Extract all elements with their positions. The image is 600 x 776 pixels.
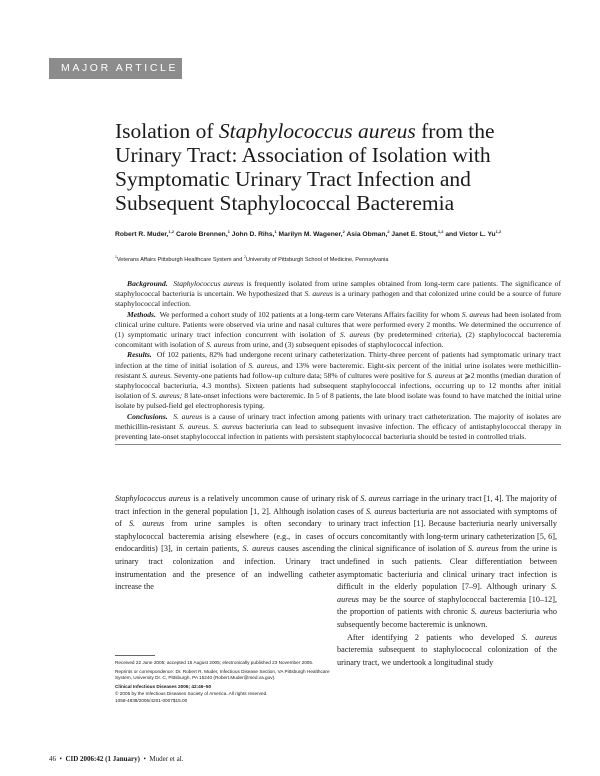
author-name: Robert R. Muder, <box>115 231 169 238</box>
footer-authors: Muder et al. <box>149 755 184 763</box>
author-name: John D. Rihs, <box>231 231 275 238</box>
abstract-methods: Methods. We performed a cohort study of 102 patients at a long-term care Veterans Affairs facility for whom S. aureus had been isolated from clinical urine culture. Patients were observed via urine and nasal cultures that were performed every 2 months. We determined the occurrence of (1) symptomatic urinary tract infection concurrent with isolation of S. aureus (by predetermined criteria), (2) staphylococcal bacteremia concomitant with isolation of S. aureus from urine, and (3) subsequent episodes of staphylococcal infection. <box>115 309 562 350</box>
body-paragraph: After identifying 2 patients who developed S. aureus bacteremia subsequent to staphylococcal colonization of the urinary tract, we undertook a longitudinal study <box>337 632 557 667</box>
footer-bullet: • <box>141 755 148 763</box>
abstract-results: Results. Of 102 patients, 82% had undergone recent urinary catheterization. Thirty-three percent of patients had symptomatic urinary tract infection at the time of initial isolation of S. aureus, and 13% were bacteremic. Eight-six percent of the initial urine isolates were methicillin-resistant S. aureus. Seventy-one patients had follow-up culture data; 58% of cultures were positive for S. aureus at ⩾2 months (median duration of staphylococcal bacteriuria, 4.3 months). Sixteen patients had subsequent staphylococcal infections, occurring up to 12 months after initial isolation of S. aureus; 8 late-onset infections were bacteremic. In 5 of 8 patients, the late blood isolate was found to have matched the initial urine isolate by pulsed-field gel electrophoresis typing. <box>115 350 562 411</box>
author-name: Marilyn M. Wagener, <box>278 231 343 238</box>
body-paragraph: Staphylococcus aureus is a relatively uncommon cause of urinary tract infection in the general population [1, 2]. Although isolation of S. aureus from urine samples is often secondary to staphylococcal bacteremia arising elsewhere (e.g., in cases of endocarditis) [3], in certain patients, S. aureus causes ascending urinary tract colonization and infection. Urinary tract instrumentation and the presence of an indwelling catheter increase the <box>115 494 336 592</box>
footnote-issn: 1058-4838/2006/4201-0007$15.00 <box>115 697 188 703</box>
page-footer <box>49 755 183 764</box>
footer-journal: CID 2006:42 (1 January) <box>65 755 140 763</box>
author-name: Asia Obman, <box>346 231 388 238</box>
article-title: Isolation of Staphylococcus aureus from the Urinary Tract: Association of Isolation with Symptomatic Urinary Tract Infection and Subsequent Staphylococcal Bacteremia <box>115 119 495 215</box>
page-number: 46 <box>49 755 56 763</box>
footer-bullet: • <box>57 755 64 763</box>
footnote-journal: Clinical Infectious Diseases 2006; 42:46–50 <box>115 684 212 690</box>
abstract <box>115 279 561 445</box>
footnote-divider <box>115 655 155 656</box>
footnote-received: Received 22 June 2005; accepted 15 August 2005; electronically published 23 November 2005. <box>115 660 314 665</box>
author-list: Robert R. Muder,$^{1,2}$ Carole Brennen,$^1$ John D. Rihs,$^1$ Marilyn M. Wagener,$^2$ Asia Obman,$^2$ Janet E. Stout,$^{1,2}$ and Victor L. Yu$^{1,2}$ <box>115 228 502 238</box>
author-name: and Victor L. Yu <box>445 231 496 238</box>
author-name: Carole Brennen, <box>175 231 228 238</box>
body-column-left <box>115 493 335 594</box>
abstract-background: Background. Staphylococcus aureus is frequently isolated from urine samples obtained from long-term care patients. The significance of staphylococcal bacteriuria is uncertain. We hypothesized that S. aureus is a urinary pathogen and that colonized urine could be a source of future staphylococcal infection. <box>115 279 562 309</box>
author-name: Janet E. Stout, <box>391 231 438 238</box>
article-type-banner: MAJOR ARTICLE <box>49 58 182 79</box>
abstract-divider <box>115 444 561 445</box>
footnotes <box>115 660 337 704</box>
footnote-reprints: Reprints or correspondence: Dr. Robert R. Muder, Infectious Disease Section, VA Pittsburgh Healthcare System, University Dr. C, Pittsburgh, PA 15240 (Robert.Muder@med.va.gov). <box>115 668 330 681</box>
footnote-copyright: © 2005 by the Infectious Diseases Society of America. All rights reserved. <box>115 690 268 696</box>
affiliation: $^1$Veterans Affairs Pittsburgh Healthcare System and $^2$University of Pittsburgh School of Medicine, Pennsylvania <box>115 255 389 263</box>
body-column-right <box>337 493 557 669</box>
body-paragraph: risk of S. aureus carriage in the urinary tract [1, 4]. The majority of cases of S. aureus bacteriuria are not associated with symptoms of urinary tract infection [1]. Because bacteriuria nearly universally occurs concomitantly with long-term urinary catheterization [5, 6], the clinical significance of isolation of S. aureus from the urine is undefined in such patients. Clear differentiation between asymptomatic bacteriuria and clinical urinary tract infection is difficult in the elderly population [7–9]. Although urinary S. aureus may be the source of staphylococcal bacteremia [10–12], the proportion of patients with chronic S. aureus bacteriuria who subsequently become bacteremic is unknown. <box>337 494 558 629</box>
abstract-conclusions: Conclusions. S. aureus is a cause of urinary tract infection among patients with urinary tract catheterization. The majority of isolates are methicillin-resistant S. aureus. S. aureus bacteriuria can lead to subsequent invasive infection. The efficacy of antistaphylococcal therapy in preventing late-onset staphylococcal infection in patients with persistent staphylococcal bacteriuria should be tested in controlled trials. <box>115 411 561 442</box>
